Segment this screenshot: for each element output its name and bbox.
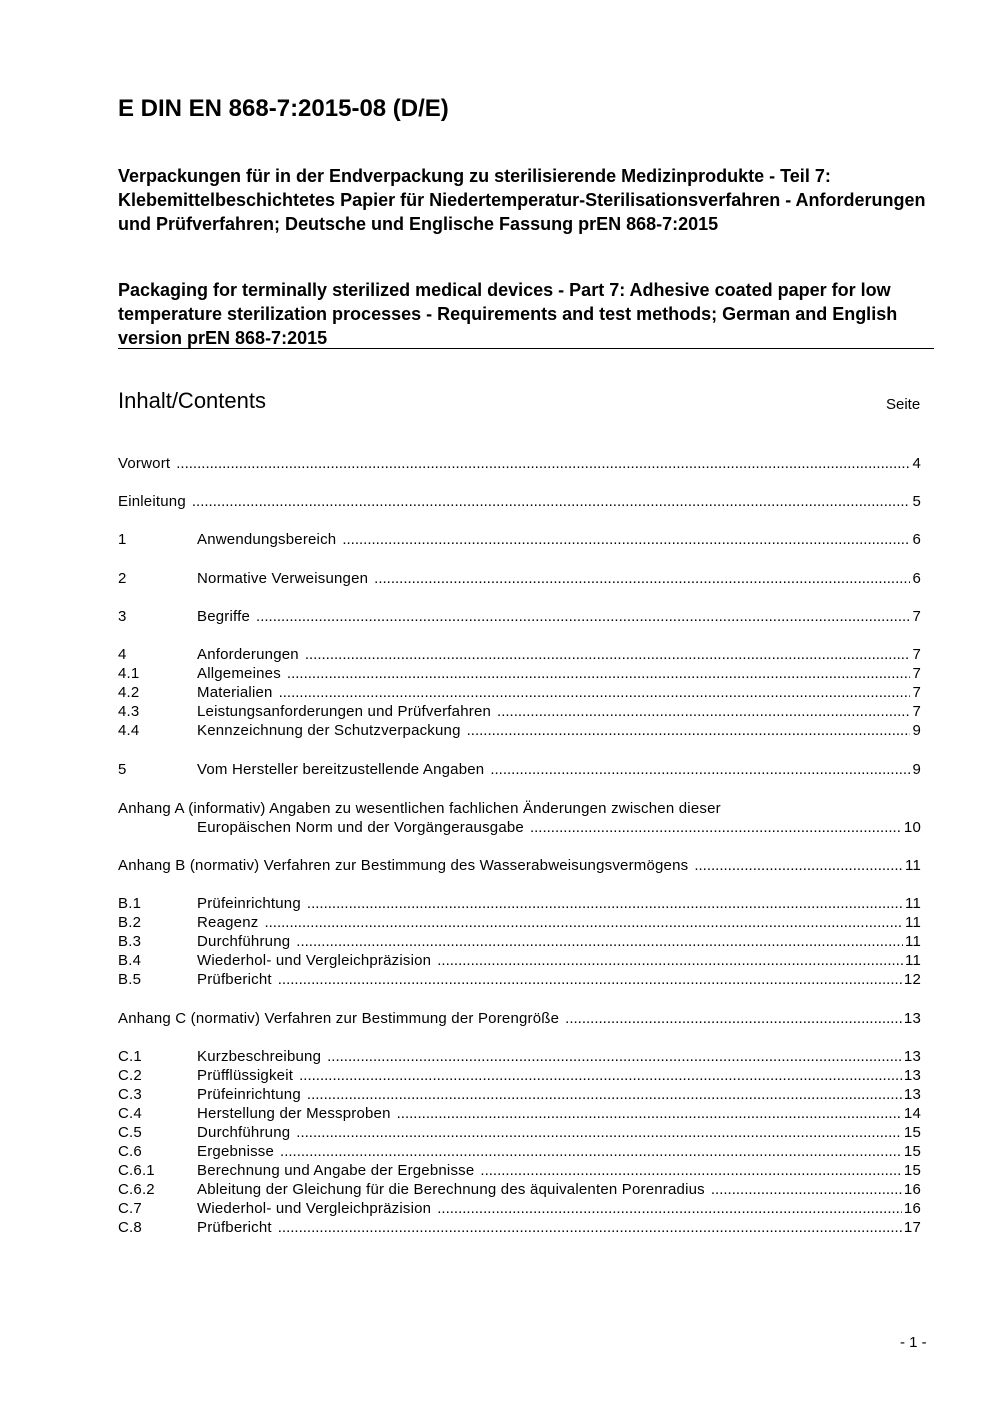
toc-entry-label: Anhang B (normativ) Verfahren zur Bestimmung des Wasserabweisungsvermögens xyxy=(118,857,689,874)
toc-dot-leader xyxy=(530,818,902,837)
toc-entry-page: 10 xyxy=(903,819,921,836)
toc-entry-label: Kurzbeschreibung xyxy=(197,1048,322,1065)
toc-entry-number: C.4 xyxy=(118,1105,142,1122)
toc-entry-label: Prüfbericht xyxy=(197,971,272,988)
toc-entry-page: 11 xyxy=(905,952,921,969)
toc-dot-leader xyxy=(296,932,903,951)
toc-entry-number: B.5 xyxy=(118,971,142,988)
toc-dot-leader xyxy=(490,760,910,779)
toc-entry-annex-b[interactable] xyxy=(118,856,921,875)
toc-entry-label: Vorwort xyxy=(118,455,171,472)
toc-dot-leader xyxy=(307,1085,902,1104)
toc-group-4 xyxy=(118,645,921,740)
toc-dot-leader xyxy=(256,607,910,626)
toc-dot-leader xyxy=(192,492,911,511)
toc-page-label: Seite xyxy=(886,396,921,413)
toc-entry[interactable] xyxy=(118,454,921,473)
toc-entry-label: Wiederhol- und Vergleichpräzision xyxy=(197,1200,432,1217)
toc-entry-page: 16 xyxy=(903,1181,921,1198)
toc-entry-page: 7 xyxy=(912,646,921,663)
toc-entry[interactable] xyxy=(118,1047,921,1066)
toc-entry[interactable] xyxy=(118,530,921,549)
toc-entry-page: 9 xyxy=(912,761,921,778)
toc-entry-number: B.2 xyxy=(118,914,142,931)
toc-entry-label: Anforderungen xyxy=(197,646,299,663)
toc-entry[interactable] xyxy=(118,645,921,664)
toc-entry-label: Prüfeinrichtung xyxy=(197,1086,301,1103)
toc-group-c xyxy=(118,1047,921,1237)
toc-entry[interactable] xyxy=(118,951,921,970)
page-number: - 1 - xyxy=(900,1334,927,1351)
toc-entry-page: 7 xyxy=(912,684,921,701)
toc-dot-leader xyxy=(305,645,911,664)
toc-entry-number: 4.4 xyxy=(118,722,140,739)
toc-entry-label: Berechnung und Angabe der Ergebnisse xyxy=(197,1162,475,1179)
toc-entry-label: Durchführung xyxy=(197,933,291,950)
toc-entry-number: C.6.1 xyxy=(118,1162,155,1179)
toc-entry-label: Materialien xyxy=(197,684,273,701)
toc-entry[interactable] xyxy=(118,1161,921,1180)
toc-entry[interactable] xyxy=(118,1218,921,1237)
toc-entry[interactable] xyxy=(118,1104,921,1123)
toc-entry-page: 15 xyxy=(903,1124,921,1141)
toc-entry-page: 11 xyxy=(905,914,921,931)
toc-entry-label: Allgemeines xyxy=(197,665,281,682)
toc-entry-page: 13 xyxy=(903,1048,921,1065)
toc-dot-leader xyxy=(437,951,903,970)
toc-entry-page: 7 xyxy=(912,665,921,682)
toc-dot-leader xyxy=(176,454,910,473)
toc-dot-leader xyxy=(278,1218,902,1237)
toc-entry[interactable] xyxy=(118,913,921,932)
toc-dot-leader xyxy=(299,1066,902,1085)
toc-entry-number: C.7 xyxy=(118,1200,142,1217)
toc-entry-page: 7 xyxy=(912,608,921,625)
toc-entry-label: Einleitung xyxy=(118,493,186,510)
toc-dot-leader xyxy=(278,970,902,989)
toc-entry-page: 14 xyxy=(903,1105,921,1122)
toc-dot-leader xyxy=(264,913,903,932)
toc-entry-page: 7 xyxy=(912,703,921,720)
toc-entry-number: C.1 xyxy=(118,1048,142,1065)
toc-entry-number: C.2 xyxy=(118,1067,142,1084)
toc-entry-annex-c[interactable] xyxy=(118,1009,921,1028)
toc-entry-label: Anhang C (normativ) Verfahren zur Bestimmung der Porengröße xyxy=(118,1010,560,1027)
toc-entry-number: 4.2 xyxy=(118,684,140,701)
title-german: Verpackungen für in der Endverpackung zu sterilisierende Medizinprodukte - Teil 7: Klebemittelbeschichtetes Papier für Niedertemperatur-Sterilisationsverfahren - Anforderungen und Prüfverfahren; Deutsche und Englische Fassung prEN 868-7:2015 xyxy=(118,166,926,234)
toc-entry[interactable] xyxy=(118,932,921,951)
toc-entry-label: Prüfeinrichtung xyxy=(197,895,301,912)
toc-entry-number: 1 xyxy=(118,531,127,548)
toc-entry[interactable] xyxy=(118,492,921,511)
toc-entry[interactable] xyxy=(118,1180,921,1199)
toc-entry-label: Leistungsanforderungen und Prüfverfahren xyxy=(197,703,492,720)
toc-dot-leader xyxy=(480,1161,902,1180)
toc-entry-page: 6 xyxy=(912,570,921,587)
toc-entry-label: Durchführung xyxy=(197,1124,291,1141)
toc-entry-number: C.6.2 xyxy=(118,1181,155,1198)
toc-entry-number: C.5 xyxy=(118,1124,142,1141)
toc-dot-leader xyxy=(397,1104,902,1123)
toc-entry-number: B.4 xyxy=(118,952,142,969)
toc-entry-page: 11 xyxy=(905,895,921,912)
toc-entry-label: Prüfflüssigkeit xyxy=(197,1067,294,1084)
toc-entry-number: 3 xyxy=(118,608,127,625)
toc-entry-number: C.8 xyxy=(118,1219,142,1236)
toc-entry[interactable] xyxy=(118,894,921,913)
toc-dot-leader xyxy=(711,1180,902,1199)
toc-entry[interactable] xyxy=(118,664,921,683)
toc-entry[interactable] xyxy=(118,1066,921,1085)
toc-entry-label: Ergebnisse xyxy=(197,1143,275,1160)
toc-entry-label: Prüfbericht xyxy=(197,1219,272,1236)
toc-entry-number: 4.1 xyxy=(118,665,140,682)
toc-entry-page: 13 xyxy=(903,1067,921,1084)
toc-entry-page: 11 xyxy=(905,933,921,950)
toc-entry[interactable] xyxy=(118,569,921,588)
toc-entry-label: Anwendungsbereich xyxy=(197,531,337,548)
toc-entry-number: 4 xyxy=(118,646,127,663)
toc-entry[interactable] xyxy=(118,607,921,626)
toc-entry[interactable] xyxy=(118,721,921,740)
toc-entry-page: 5 xyxy=(912,493,921,510)
toc-entry-page: 9 xyxy=(912,722,921,739)
toc-entry-page: 6 xyxy=(912,531,921,548)
toc-dot-leader xyxy=(287,664,911,683)
toc-entry-label: Ableitung der Gleichung für die Berechnung des äquivalenten Porenradius xyxy=(197,1181,705,1198)
toc-dot-leader xyxy=(342,530,910,549)
toc-dot-leader xyxy=(296,1123,902,1142)
toc-entry-number: C.3 xyxy=(118,1086,142,1103)
toc-entry-label: Wiederhol- und Vergleichpräzision xyxy=(197,952,432,969)
toc-entry[interactable] xyxy=(118,1142,921,1161)
toc-entry-label-continued: Europäischen Norm und der Vorgängerausgabe xyxy=(197,819,524,836)
toc-dot-leader xyxy=(280,1142,902,1161)
toc-entry-label: Herstellung der Messproben xyxy=(197,1105,391,1122)
toc-entry-number: 5 xyxy=(118,761,127,778)
toc-entry-page: 17 xyxy=(903,1219,921,1236)
toc-entry-number: 4.3 xyxy=(118,703,140,720)
toc-entry-annex-a[interactable] xyxy=(118,799,921,837)
toc-entry[interactable] xyxy=(118,683,921,702)
toc-entry-label: Begriffe xyxy=(197,608,251,625)
toc-dot-leader xyxy=(327,1047,902,1066)
toc-entry[interactable] xyxy=(118,760,921,779)
toc-entry-label: Reagenz xyxy=(197,914,259,931)
toc-entry-page: 16 xyxy=(903,1200,921,1217)
toc-heading: Inhalt/Contents xyxy=(118,388,266,413)
toc-entry-page: 13 xyxy=(903,1086,921,1103)
toc-entry[interactable] xyxy=(118,1085,921,1104)
toc-entry-page: 4 xyxy=(912,455,921,472)
toc-dot-leader xyxy=(694,856,903,875)
toc-entry[interactable] xyxy=(118,1123,921,1142)
toc-entry-label: Anhang A (informativ) Angaben zu wesentlichen fachlichen Änderungen zwischen dieser xyxy=(118,800,721,817)
toc-entry-number: B.1 xyxy=(118,895,142,912)
toc-dot-leader xyxy=(565,1009,902,1028)
toc-group-b xyxy=(118,894,921,989)
toc-entry-label: Vom Hersteller bereitzustellende Angaben xyxy=(197,761,485,778)
toc-dot-leader xyxy=(374,569,910,588)
toc-entry-label: Normative Verweisungen xyxy=(197,570,369,587)
document-title: E DIN EN 868-7:2015-08 (D/E) xyxy=(118,95,449,122)
toc-entry-number: 2 xyxy=(118,570,127,587)
toc-entry-label: Kennzeichnung der Schutzverpackung xyxy=(197,722,461,739)
toc-entry-page: 13 xyxy=(903,1010,921,1027)
toc-dot-leader xyxy=(467,721,911,740)
title-english: Packaging for terminally sterilized medical devices - Part 7: Adhesive coated paper for low temperature sterilization processes - Requirements and test methods; German and English version prEN 868-7:2015 xyxy=(118,280,898,348)
toc-entry[interactable] xyxy=(118,970,921,989)
toc-entry-number: B.3 xyxy=(118,933,142,950)
title-divider xyxy=(118,348,934,349)
toc-entry-page: 12 xyxy=(903,971,921,988)
toc-entry[interactable] xyxy=(118,702,921,721)
toc-dot-leader xyxy=(437,1199,902,1218)
toc-entry[interactable] xyxy=(118,1199,921,1218)
toc-entry-page: 15 xyxy=(903,1162,921,1179)
toc-entry-page: 11 xyxy=(905,857,921,874)
toc-dot-leader xyxy=(497,702,910,721)
toc-entry-number: C.6 xyxy=(118,1143,142,1160)
toc-dot-leader xyxy=(307,894,903,913)
toc-entry-page: 15 xyxy=(903,1143,921,1160)
toc-dot-leader xyxy=(279,683,911,702)
